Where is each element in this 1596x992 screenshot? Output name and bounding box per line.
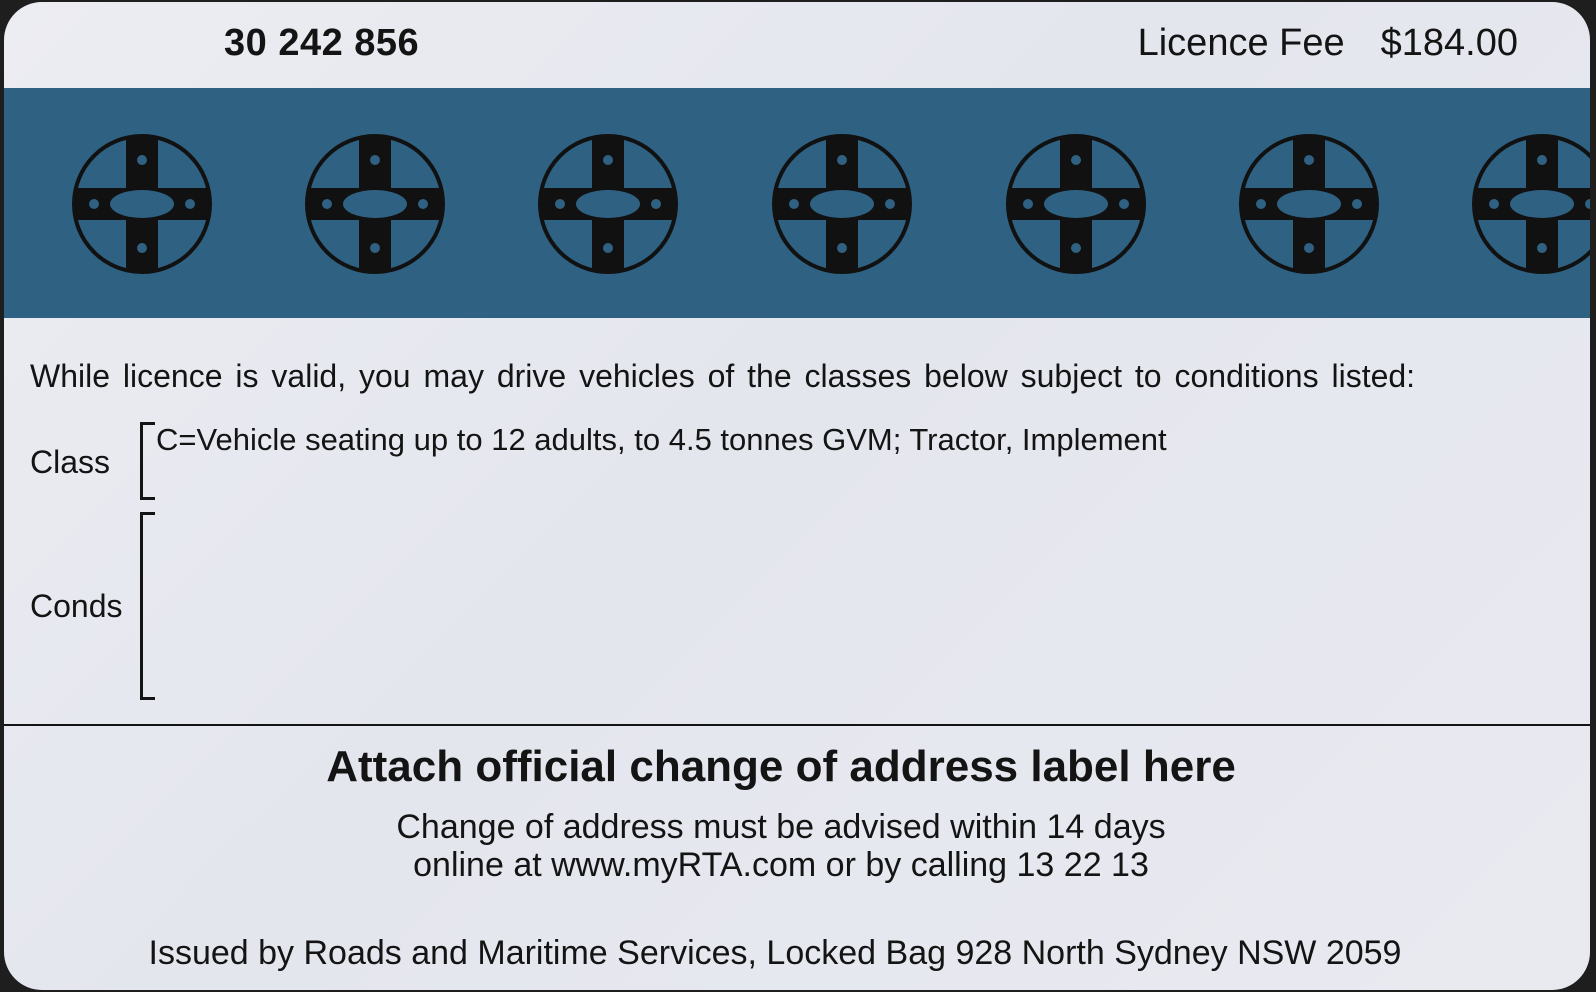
conds-label: Conds xyxy=(30,588,123,624)
licence-fee-amount: $184.00 xyxy=(1380,22,1518,64)
licence-fee xyxy=(1138,22,1518,65)
licence-fee-label: Licence Fee xyxy=(1137,22,1345,64)
card-number: 30 242 856 xyxy=(224,22,420,64)
class-bracket xyxy=(140,422,155,500)
state-emblem-icon xyxy=(1004,132,1148,276)
state-emblem-icon xyxy=(1237,132,1381,276)
conds-bracket xyxy=(140,512,155,700)
section-divider xyxy=(4,724,1590,726)
licence-statement: While licence is valid, you may drive vehicles of the classes below subject to conditions listed: xyxy=(30,358,1416,394)
class-label: Class xyxy=(30,444,111,480)
class-value: C=Vehicle seating up to 12 adults, to 4.5 tonnes GVM; Tractor, Implement xyxy=(156,422,1167,457)
address-notice-line-2: online at www.myRTA.com or by calling 13 22 13 xyxy=(413,846,1149,884)
state-emblem-icon xyxy=(770,132,914,276)
state-emblem-icon xyxy=(303,132,447,276)
address-notice-line-1: Change of address must be advised within 14 days xyxy=(396,808,1166,846)
state-emblem-icon xyxy=(70,132,214,276)
state-emblem-icon xyxy=(536,132,680,276)
state-emblem-icon xyxy=(1470,132,1590,276)
licence-card-back xyxy=(4,2,1590,990)
issued-by-footer: Issued by Roads and Maritime Services, Locked Bag 928 North Sydney NSW 2059 xyxy=(148,934,1402,972)
address-label-heading: Attach official change of address label here xyxy=(326,742,1236,791)
